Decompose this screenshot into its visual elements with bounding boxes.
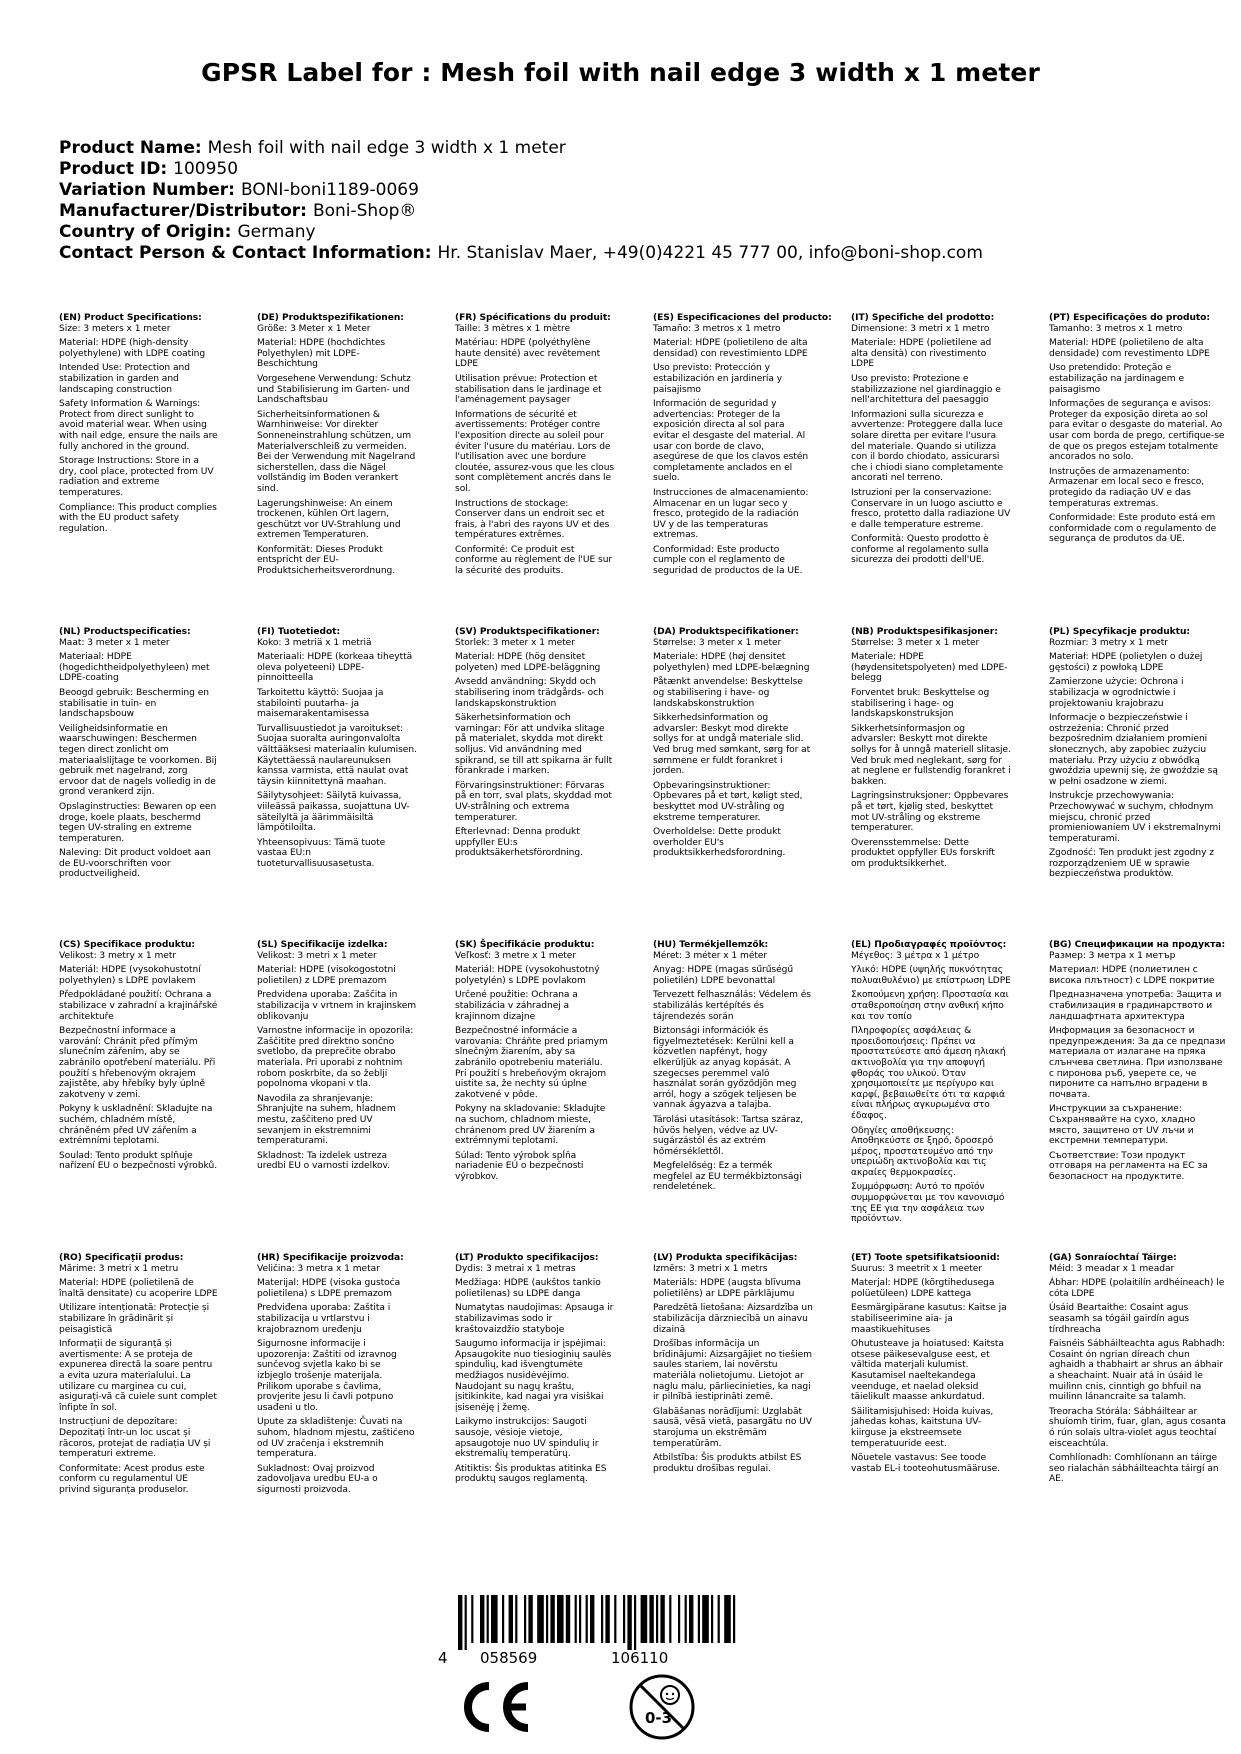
spec-text: Nõuetele vastavus: See toode vastab EL-i tooteohutusmääruse. [851, 1453, 1001, 1474]
spec-text: Materijal: HDPE (visoka gustoća polietilena) s LDPE premazom [257, 1278, 401, 1299]
spec-text: Sigurnosne informacije i upozorenja: Zaštiti od izravnog sunčevog svjetla kako bi se izbjeglo trošenje materijala. Prilikom uporabe s čavlima, provjerite jesu li čavli potpuno usađeni u tlo. [257, 1339, 397, 1413]
spec-text: Turvallisuustiedot ja varoitukset: Suojaa suoralta auringonvalolta välttääksesi materiaalin kulumisen. Käytettäessä naulareunuksen kanssa varmista, että naulat ovat täysin kiinnitettynä maahan. [257, 723, 417, 787]
spec-heading: (LV) Produkta specifikācijas: [653, 1253, 798, 1263]
spec-text: Инструкции за съхранение: Съхранявайте на сухо, хладно място, защитено от UV лъчи и екстремни температури. [1049, 1104, 1196, 1147]
spec-text: Uso previsto: Protección y estabilización en jardinería y paisajismo [653, 363, 783, 395]
spec-text: Súlad: Tento výrobok spĺňa nariadenie EÚ o bezpečnosti výrobkov. [455, 1150, 584, 1182]
info-label: Product Name: [59, 138, 202, 158]
spec-text: Säilitamisjuhised: Hoida kuivas, jahedas kohas, kaitstuna UV-kiirguse ja ekstreemsete temperatuuride eest. [851, 1406, 994, 1449]
spec-heading: (GA) Sonraíochtaí Táirge: [1049, 1253, 1177, 1263]
spec-text: Utilisation prévue: Protection et stabilisation dans le jardinage et l'aménagement paysager [455, 373, 602, 406]
spec-text: Medžiaga: HDPE (aukštos tankio polietilenas) su LDPE danga [455, 1278, 601, 1299]
barcode-bar [634, 1595, 636, 1650]
info-row [59, 180, 983, 201]
spec-heading: (SK) Špecifikácie produktu: [455, 940, 595, 950]
info-label: Country of Origin: [59, 222, 232, 242]
spec-text: Lagringsinstruksjoner: Oppbevares på et tørt, kjølig sted, beskyttet mot UV-stråling og ekstreme temperaturer. [851, 791, 1009, 834]
spec-text: Οδηγίες αποθήκευσης: Αποθηκεύστε σε ξηρό, δροσερό μέρος, προστατευμένο από την υπεριώδη ακτινοβολία και τις ακραίες θερμοκρασίες. [851, 1125, 994, 1178]
spec-text: Pokyny k uskladnění: Skladujte na suchém, chladném místě, chráněném před UV zářením a extrémními teplotami. [59, 1104, 213, 1147]
barcode-digit-lead: 4 [438, 1649, 448, 1667]
spec-text: Υλικό: HDPE (υψηλής πυκνότητας πολυαιθυλένιο) με επίστρωση LDPE [851, 965, 1011, 986]
barcode-bar [711, 1595, 713, 1643]
spec-text: Säkerhetsinformation och varningar: För att undvika slitage på materialet, skydda mot direkt solljus. Vid användning med spikrand, se till att spikarna är fullt förankrade i marken. [455, 713, 613, 777]
barcode-bar [480, 1595, 484, 1643]
spec-text: Navodila za shranjevanje: Shranjujte na suhem, hladnem mestu, zaščiteno pred UV sevanjem in ekstremnimi temperaturami. [257, 1093, 396, 1147]
info-label: Variation Number: [59, 180, 235, 200]
barcode-bar [515, 1595, 517, 1643]
spec-text: Conformidade: Este produto está em conformidade com o regulamento de segurança de produtos da UE. [1049, 513, 1217, 545]
spec-text: Utilizare intenționată: Protecție și stabilizare în grădinărit și peisagistică [59, 1303, 210, 1335]
spec-block [851, 313, 1011, 570]
spec-heading: (NB) Produktspesifikasjoner: [851, 627, 998, 637]
spec-block [59, 313, 219, 538]
spec-block [1049, 313, 1227, 549]
spec-text: Mărime: 3 metri x 1 metru [59, 1263, 179, 1274]
spec-text: Avsedd användning: Skydd och stabilisering inom trädgårds- och landskapskonstruktion [455, 677, 604, 709]
spec-text: Suurus: 3 meetrit x 1 meeter [851, 1263, 983, 1274]
spec-block [653, 1253, 813, 1478]
spec-text: Material: HDPE (visokogostotni polietilen) z LDPE premazom [257, 965, 396, 986]
info-row [59, 243, 983, 264]
barcode-bar [491, 1595, 498, 1643]
barcode [438, 1595, 758, 1665]
barcode-bar [471, 1595, 473, 1643]
spec-block [455, 1253, 615, 1489]
barcode-bar [685, 1595, 687, 1643]
info-value: BONI-boni1189-0069 [240, 180, 419, 200]
spec-heading: (PT) Especificações do produto: [1049, 313, 1210, 323]
spec-text: Beoogd gebruik: Bescherming en stabilisatie in tuin- en landschapsbouw [59, 687, 209, 720]
spec-heading: (LT) Produkto specifikacijos: [455, 1253, 599, 1263]
spec-text: Material: HDPE (polietilenă de înaltă densitate) cu acoperire LDPE [59, 1278, 218, 1299]
spec-text: Anyag: HDPE (magas sűrűségű polietilén) LDPE bevonattal [653, 965, 794, 986]
spec-block [653, 940, 813, 1197]
spec-text: Информация за безопасност и предупреждения: За да се предпази материала от излагане на пряка слънчева светлина. При използване с пиронова ръб, уверете се, че пироните са напълно вградени в почвата. [1049, 1026, 1226, 1100]
barcode-bar [689, 1595, 693, 1643]
spec-text: Paredzētā lietošana: Aizsardzība un stabilizācija dārzniecībā un ainavu dizainā [653, 1303, 813, 1335]
barcode-bar [487, 1595, 489, 1643]
spec-text: Størrelse: 3 meter x 1 meter [653, 637, 782, 648]
barcode-bar [623, 1595, 625, 1643]
spec-text: Storlek: 3 meter x 1 meter [455, 637, 575, 648]
spec-heading: (PL) Specyfikacje produktu: [1049, 627, 1190, 637]
spec-text: Saugumo informacija ir įspėjimai: Apsaugokite nuo tiesioginių saulės spindulių, kad išvengtumėte medžiagos nusidėvėjimo. Naudojant su nagų kraštu, įsitikinkite, kad nagai yra visiškai įsisenėję į žemę. [455, 1339, 612, 1413]
spec-block [851, 627, 1011, 873]
spec-text: Comhlíonadh: Comhlíonann an táirge seo rialachán sábháilteachta táirgí an AE. [1049, 1453, 1219, 1485]
spec-block [1049, 1253, 1227, 1489]
spec-text: Uso pretendido: Proteção e estabilização na jardinagem e paisagismo [1049, 363, 1184, 395]
spec-text: Dydis: 3 metrai x 1 metras [455, 1263, 576, 1274]
barcode-bar [678, 1595, 680, 1643]
spec-heading: (FR) Spécifications du produit: [455, 313, 611, 323]
spec-text: Storage Instructions: Store in a dry, cool place, protected from UV radiation and extreme temperatures. [59, 456, 214, 498]
spec-text: Materiál: HDPE (vysokohustotný polyetylén) s LDPE povlakom [455, 965, 600, 986]
spec-text: Taille: 3 mètres x 1 mètre [455, 323, 571, 334]
spec-block [59, 940, 219, 1176]
barcode-digits-right: 106110 [611, 1649, 669, 1667]
barcode-bar [702, 1595, 709, 1643]
barcode-bar [465, 1595, 467, 1650]
info-label: Product ID: [59, 159, 168, 179]
spec-block [257, 1253, 417, 1499]
spec-text: Sikkerhedsinformation og advarsler: Beskyt mod direkte sollys for at undgå materiale slid. Ved brug med sømkant, sørg for at sømmene er fuldt forankret i jorden. [653, 713, 811, 777]
spec-text: Πληροφορίες ασφάλειας & προειδοποιήσεις: Πρέπει να προστατεύεστε από άμεση ηλιακή ακτινοβολία για την αποφυγή φθοράς του υλικού. Όταν χρησιμοποιείτε με περίγυρο και καρφί, βεβαιωθείτε ότι τα καρφιά είναι πλήρως αγκυρωμένα στο έδαφος. [851, 1026, 1006, 1121]
barcode-bar [557, 1595, 564, 1643]
spec-text: Eesmärgipärane kasutus: Kaitse ja stabiliseerimine aia- ja maastikuehituses [851, 1303, 1007, 1335]
spec-heading: (DE) Produktspezifikationen: [257, 313, 404, 323]
spec-text: Maat: 3 meter x 1 meter [59, 637, 170, 648]
spec-block [653, 627, 813, 863]
spec-heading: (ES) Especificaciones del producto: [653, 313, 832, 323]
spec-text: Materiaali: HDPE (korkeaa tiheyttä oleva polyeteeni) LDPE-pinnoitteella [257, 652, 413, 684]
spec-text: Conformità: Questo prodotto è conforme al regolamento sulla sicurezza dei prodotti dell'UE. [851, 534, 989, 566]
spec-text: Určené použitie: Ochrana a stabilizácia v záhradnej a krajinnom dizajne [455, 990, 578, 1022]
spec-text: Material: HDPE (hochdichtes Polyethylen) mit LDPE-Beschichtung [257, 338, 386, 370]
spec-text: Compliance: This product complies with the EU product safety regulation. [59, 502, 217, 534]
spec-text: Materjal: HDPE (kõrgtihedusega polüetüleen) LDPE kattega [851, 1278, 995, 1299]
spec-text: Συμμόρφωση: Αυτό το προϊόν συμμορφώνεται με τον κανονισμό της ΕΕ για την ασφάλεια των προϊόντων. [851, 1182, 1005, 1225]
barcode-bar [575, 1595, 577, 1643]
spec-text: Istruzioni per la conservazione: Conservare in un luogo asciutto e fresco, protetto dalla radiazione UV e dalle temperature estreme. [851, 487, 1011, 530]
spec-text: Instruções de armazenamento: Armazenar em local seco e fresco, protegido da radiação UV e das temperaturas extremas. [1049, 466, 1205, 509]
spec-text: Predvidena uporaba: Zaščita in stabilizacija v vrtnem in krajinskem oblikovanju [257, 990, 417, 1022]
spec-text: Dimensione: 3 metri x 1 metro [851, 323, 990, 334]
info-value: Hr. Stanislav Maer, +49(0)4221 45 777 00, info@boni-shop.com [437, 243, 983, 263]
spec-text: Instrucciones de almacenamiento: Almacenar en un lugar seco y fresco, protegido de la radiación UV y de las temperaturas extremas. [653, 487, 809, 541]
spec-text: Efterlevnad: Denna produkt uppfyller EU:s produktsäkerhetsförordning. [455, 827, 583, 859]
spec-text: Intended Use: Protection and stabilization in garden and landscaping construction [59, 363, 190, 395]
spec-text: Sukladnost: Ovaj proizvod zadovoljava uredbu EU-a o sigurnosti proizvoda. [257, 1463, 378, 1495]
spec-block [1049, 940, 1227, 1186]
spec-text: Materiał: HDPE (polietylen o dużej gęstości) z powłoką LDPE [1049, 652, 1203, 673]
info-value: Mesh foil with nail edge 3 width x 1 meter [207, 138, 566, 158]
spec-text: Conformidad: Este producto cumple con el reglamento de seguridad de productos de la UE. [653, 544, 803, 577]
barcode-bar [614, 1595, 616, 1643]
barcode-bar [733, 1595, 735, 1643]
spec-text: Material: HDPE (polietileno de alta densidad) con revestimiento LDPE [653, 338, 808, 359]
spec-text: Bezpečnostní informace a varování: Chránit před přímým slunečním zářením, aby se zabránilo opotřebení materiálu. Při použití s hřebenovým okrajem zajistěte, aby hřebíky byly úplně zakotveny v zemi. [59, 1026, 216, 1100]
barcode-bar [458, 1595, 462, 1650]
barcode-bar [502, 1595, 504, 1643]
spec-text: Materiál: HDPE (vysokohustotní polyethylen) s LDPE povlakem [59, 965, 201, 986]
spec-text: Upute za skladištenje: Čuvati na suhom, hladnom mjestu, zaštićeno od UV zračenja i ekstremnih temperatura. [257, 1417, 415, 1460]
barcode-bar [566, 1595, 570, 1643]
spec-block [455, 313, 615, 581]
ce-mark-icon [456, 1678, 534, 1740]
spec-heading: (CS) Specifikace produktu: [59, 940, 196, 950]
spec-text: Opslaginstructies: Bewaren op een droge, koele plaats, beschermd tegen UV-straling en extreme temperaturen. [59, 801, 217, 844]
info-value: Germany [237, 222, 316, 242]
spec-text: Materiaal: HDPE (hogedichtheidpolyethyleen) met LDPE-coating [59, 652, 210, 684]
spec-text: Uso previsto: Protezione e stabilizzazione nel giardinaggio e nell'architettura del paesaggio [851, 373, 1001, 406]
barcode-bar [641, 1595, 648, 1643]
spec-text: Numatytas naudojimas: Apsauga ir stabilizavimas sodo ir kraštovaizdžio statyboje [455, 1303, 614, 1335]
spec-text: Izmērs: 3 metri x 1 metrs [653, 1263, 768, 1274]
spec-text: Sikkerhetsinformasjon og advarsler: Beskytt mot direkte sollys for å unngå materiell slitasje. Ved bruk med neglekant, sørg for at neglene er fullstendig forankret i bakken. [851, 723, 1011, 787]
spec-text: Méid: 3 meadar x 1 meadar [1049, 1263, 1175, 1274]
spec-text: Forventet bruk: Beskyttelse og stabilisering i hage- og landskapskonstruksjon [851, 687, 990, 720]
info-row [59, 201, 983, 222]
spec-text: Velikost: 3 metry x 1 metr [59, 950, 177, 961]
spec-text: Veiligheidsinformatie en waarschuwingen: Beschermen tegen direct zonlicht om materiaalslijtage te voorkomen. Bij gebruik met nagelrand, zorg ervoor dat de nagels volledig in de grond verankerd zijn. [59, 723, 217, 798]
barcode-bar [724, 1595, 731, 1643]
info-value: 100950 [173, 159, 239, 179]
spec-text: Förvaringsinstruktioner: Förvaras på en torr, sval plats, skyddad mot UV-strålning och extrema temperaturer. [455, 780, 612, 823]
spec-text: Méret: 3 méter x 1 méter [653, 950, 768, 961]
spec-heading: (IT) Specifiche del prodotto: [851, 313, 995, 323]
spec-text: Biztonsági információk és figyelmeztetések: Kerülni kell a közvetlen napfényt, hogy elkerüljük az anyag kopását. A szegecses peremmel való használat során győződjön meg arról, hogy a szögek teljesen be vannak ágyazva a talajba. [653, 1026, 797, 1111]
spec-text: Μέγεθος: 3 μέτρα x 1 μέτρο [851, 950, 980, 961]
barcode-bar [698, 1595, 700, 1643]
spec-heading: (EN) Product Specifications: [59, 313, 202, 323]
spec-text: Conformité: Ce produit est conforme au règlement de l'UE sur la sécurité des produits. [455, 544, 613, 577]
barcode-bar [509, 1595, 513, 1643]
spec-text: Koko: 3 metriä x 1 metriä [257, 637, 372, 648]
info-row [59, 138, 983, 159]
spec-text: Tamanho: 3 metros x 1 metro [1049, 323, 1183, 334]
spec-text: Opbevaringsinstruktioner: Opbevares på et tørt, køligt sted, beskyttet mod UV-stråling og ekstreme temperaturer. [653, 780, 803, 823]
spec-text: Úsáid Beartaithe: Cosaint agus seasamh sa tógáil gairdín agus tírdhreacha [1049, 1303, 1190, 1335]
spec-text: Material: HDPE (hög densitet polyeten) med LDPE-beläggning [455, 652, 601, 673]
spec-text: Glabāšanas norādījumi: Uzglabāt sausā, vēsā vietā, pasargātu no UV starojuma un ekstrēmām temperatūrām. [653, 1406, 812, 1449]
spec-text: Instrukcje przechowywania: Przechowywać w suchym, chłodnym miejscu, chronić przed promieniowaniem UV i ekstremalnymi temperaturami. [1049, 791, 1221, 844]
age-warning-icon [628, 1673, 696, 1745]
spec-block [59, 627, 219, 884]
spec-block [653, 313, 832, 581]
spec-text: Bezpečnostné informácie a varovania: Chráňte pred priamym slnečným žiarením, aby sa zabránilo opotrebeniu materiálu. Pri použití s hrebeňovým okrajom uistite sa, že nechty sú úplne zakotvené v pôde. [455, 1026, 608, 1100]
spec-block [257, 940, 417, 1176]
spec-text: Σκοπούμενη χρήση: Προστασία και σταθεροποίηση στην ανθική κήπο και τον τοπίο [851, 990, 1009, 1022]
barcode-bar [669, 1595, 671, 1643]
spec-heading: (RO) Specificații produs: [59, 1253, 184, 1263]
barcode-bars [438, 1595, 758, 1650]
spec-text: Rozmiar: 3 metry x 1 metr [1049, 637, 1168, 648]
spec-heading: (BG) Спецификации на продукта: [1049, 940, 1226, 950]
spec-heading: (SV) Produktspecifikationer: [455, 627, 600, 637]
spec-text: Skladnost: Ta izdelek ustreza uredbi EU o varnosti izdelkov. [257, 1150, 390, 1172]
barcode-bar [718, 1595, 720, 1643]
age-label: 0-3 [645, 1709, 673, 1727]
spec-text: Tervezett felhasználás: Védelem és stabilizálás kertépítés és tájrendezés során [653, 990, 811, 1022]
spec-text: Materiāls: HDPE (augsta blīvuma polietilēns) ar LDPE pārklājumu [653, 1278, 801, 1299]
spec-text: Velikost: 3 metri x 1 meter [257, 950, 377, 961]
barcode-bar [601, 1595, 603, 1643]
spec-text: Materiale: HDPE (høydensitetspolyeten) med LDPE-belegg [851, 652, 1008, 684]
spec-text: Atbilstība: Šis produkts atbilst ES produktu drošības regulai. [653, 1453, 802, 1474]
spec-heading: (HR) Specifikacije proizvoda: [257, 1253, 404, 1263]
spec-text: Säilytysohjeet: Säilytä kuivassa, viileässä paikassa, suojattuna UV-säteilyltä ja äärimmäisiltä lämpötiloilta. [257, 791, 410, 834]
spec-text: Overholdelse: Dette produkt overholder EU's produktsikkerhedsforordning. [653, 827, 786, 859]
spec-text: Lagerungshinweise: An einem trockenen, kühlen Ort lagern, geschützt vor UV-Strahlung und extremen Temperaturen. [257, 498, 401, 541]
spec-text: Veľkosť: 3 metre x 1 meter [455, 950, 577, 961]
spec-text: Drošības informācija un brīdinājumi: Aizsargājiet no tiešiem saules stariem, lai novērstu materiāla nolietojumu. Lietojot ar naglu malu, pārliecinieties, ka nagi ir pilnībā iestiprināti zemē. [653, 1339, 812, 1403]
barcode-bar [579, 1595, 581, 1643]
info-value: Boni-Shop® [312, 201, 417, 221]
spec-block [851, 1253, 1011, 1478]
spec-text: Conformitate: Acest produs este conform cu regulamentul UE privind siguranța produselor. [59, 1463, 205, 1495]
spec-text: Atitiktis: Šis produktas atitinka ES produktų saugos reglamentą. [455, 1463, 607, 1485]
spec-text: Predviđena uporaba: Zaštita i stabilizacija u vrtlarstvu i krajobraznom uređenju [257, 1303, 391, 1335]
spec-text: Informații de siguranță și avertismente: A se proteja de expunerea directă la soare pentru a evita uzura materialului. La utilizare cu marginea cu cui, asigurați-vă că cuiele sunt complet înfipte în sol. [59, 1339, 217, 1413]
spec-text: Ábhar: HDPE (polaitilín ardhéineach) le cóta LDPE [1049, 1278, 1225, 1299]
spec-text: Informacje o bezpieczeństwie i ostrzeżenia: Chronić przed bezpośrednim działaniem promieni słonecznych, aby zapobiec zużyciu materiału. Przy użyciu z obwódką gwoździa upewnij się, że gwoździe są w pełni osadzone w ziemi. [1049, 713, 1218, 787]
spec-text: Zgodność: Ten produkt jest zgodny z rozporządzeniem UE w sprawie bezpieczeństwa produktów. [1049, 848, 1215, 880]
barcode-bar [660, 1595, 664, 1643]
spec-text: Съответствие: Този продукт отговаря на регламента на ЕС за безопасност на продуктите. [1049, 1150, 1208, 1182]
spec-text: Ohutusteave ja hoiatused: Kaitsta otsese päikesevalguse eest, et vältida materjali kulumist. Kasutamisel naeltekandega veenduge, et naelad oleksid täielikult maasse ankurdatud. [851, 1339, 1004, 1403]
spec-block [59, 1253, 219, 1499]
spec-text: Størrelse: 3 meter x 1 meter [851, 637, 980, 648]
spec-text: Sicherheitsinformationen & Warnhinweise: Vor direkter Sonneneinstrahlung schützen, um Materialverschleiß zu vermeiden. Bei der Verwendung mit Nagelrand sicherstellen, dass die Nägel vollständig im Boden verankert sind. [257, 409, 416, 494]
spec-text: Material: HDPE (high-density polyethylene) with LDPE coating [59, 338, 206, 359]
spec-text: Informations de sécurité et avertissements: Protéger contre l'exposition directe au soleil pour éviter l'usure du matériau. Lors de l'utilisation avec une bordure cloutée, assurez-vous que les clous sont complètement ancrés dans le sol. [455, 409, 615, 494]
spec-block [257, 313, 417, 581]
spec-text: Varnostne informacije in opozorila: Zaščitite pred direktno sončno svetlobo, da preprečite obrabo materiala. Pri uporabi z nohtnim robom poskrbite, da so žeblji popolnoma vkopani v tla. [257, 1026, 414, 1090]
info-row [59, 222, 983, 243]
spec-text: Påtænkt anvendelse: Beskyttelse og stabilisering i have- og landskabskonstruktion [653, 677, 803, 709]
spec-text: Предназначена употреба: Защита и стабилизация в градинарството и ландшафтната архитектура [1049, 990, 1222, 1022]
spec-text: Размер: 3 метра х 1 метър [1049, 950, 1176, 961]
spec-text: Veličina: 3 metra x 1 metar [257, 1263, 380, 1274]
barcode-bar [524, 1595, 526, 1643]
spec-text: Megfelelőség: Ez a termék megfelel az EU termékbiztonsági rendeletének. [653, 1161, 802, 1193]
spec-heading: (HU) Termékjellemzők: [653, 940, 769, 950]
barcode-bar [605, 1595, 609, 1643]
spec-text: Instructions de stockage: Conserver dans un endroit sec et frais, à l'abri des rayons UV et des températures extrêmes. [455, 498, 610, 541]
spec-text: Treoracha Stórála: Sábháiltear ar shuíomh tirim, fuar, glan, agus cosanta ó rún solais ultra-violet agus teochtaí eisceachtúla. [1049, 1406, 1226, 1449]
info-label: Manufacturer/Distributor: [59, 201, 307, 221]
barcode-bar [590, 1595, 594, 1643]
barcode-bar [550, 1595, 554, 1643]
barcode-bar [586, 1595, 588, 1643]
spec-text: Größe: 3 Meter x 1 Meter [257, 323, 371, 334]
spec-heading: (DA) Produktspecifikationer: [653, 627, 799, 637]
barcode-bar [627, 1595, 631, 1650]
spec-heading: (NL) Productspecificaties: [59, 627, 191, 637]
spec-text: Tamaño: 3 metros x 1 metro [653, 323, 781, 334]
spec-text: Tarkoitettu käyttö: Suojaa ja stabilointi puutarha- ja maisemarakentamisessa [257, 687, 384, 720]
spec-text: Yhteensopivuus: Tämä tuote vastaa EU:n tuoteturvallisuusasetusta. [257, 837, 386, 869]
spec-text: Matériau: HDPE (polyéthylène haute densité) avec revêtement LDPE [455, 338, 601, 370]
spec-text: Vorgesehene Verwendung: Schutz und Stabilisierung im Garten- und Landschaftsbau [257, 373, 411, 406]
spec-heading: (ET) Toote spetsifikatsioonid: [851, 1253, 1000, 1263]
spec-text: Materiale: HDPE (høj densitet polyethylen) med LDPE-belægning [653, 652, 810, 673]
spec-heading: (EL) Προδιαγραφές προϊόντος: [851, 940, 1007, 950]
spec-text: Información de seguridad y advertencias: Proteger de la exposición directa al sol para evitar el desgaste del material. Al usar con borde de clavo, asegúrese de que los clavos estén completamente anclados en el suelo. [653, 399, 809, 484]
spec-heading: (SL) Specifikacije izdelka: [257, 940, 388, 950]
spec-text: Tárolási utasítások: Tartsa száraz, hűvös helyen, védve az UV-sugárzástól és az extrém hőmérséklettől. [653, 1114, 804, 1157]
info-label: Contact Person & Contact Information: [59, 243, 432, 263]
spec-text: Naleving: Dit product voldoet aan de EU-voorschriften voor productveiligheid. [59, 848, 211, 880]
spec-text: Zamierzone użycie: Ochrona i stabilizacja w ogrodnictwie i projektowaniu krajobrazu [1049, 677, 1184, 709]
barcode-bar [546, 1595, 548, 1643]
spec-text: Konformität: Dieses Produkt entspricht der EU-Produktsicherheitsverordnung. [257, 544, 396, 577]
spec-block [257, 627, 417, 873]
spec-text: Materiale: HDPE (polietilene ad alta densità) con rivestimento LDPE [851, 338, 992, 370]
spec-text: Informazioni sulla sicurezza e avvertenze: Proteggere dalla luce solare diretta per evitare l'usura del materiale. Quando si utilizza con il bordo chiodato, assicurarsi che i chiodi siano completamente ancorati nel terreno. [851, 409, 1003, 484]
spec-block [455, 627, 615, 863]
product-info [59, 138, 983, 264]
spec-text: Faisnéis Sábháilteachta agus Rabhadh: Cosaint ón ngrian díreach chun aghaidh a thabhairt ar shrus an ábhair a sheachaint. Nuair atá in úsáid le muilinn cnis, cinntigh go bhfuil na muilinn lánancraite sa talamh. [1049, 1339, 1226, 1403]
page-title: GPSR Label for : Mesh foil with nail edge 3 width x 1 meter [201, 58, 1040, 87]
barcode-bar [528, 1595, 532, 1643]
barcode-bar [656, 1595, 658, 1643]
spec-text: Informações de segurança e avisos: Proteger da exposição direta ao sol para evitar o desgaste do material. Ao usar com borda de prego, certifique-se de que os pregos estejam totalmente ancorados no solo. [1049, 399, 1225, 463]
barcode-bar [537, 1595, 544, 1643]
barcode-digits-left: 058569 [480, 1649, 538, 1667]
spec-text: Instrucțiuni de depozitare: Depozitați într-un loc uscat și răcoros, protejat de radiația UV și temperaturi extreme. [59, 1417, 211, 1460]
spec-text: Material: HDPE (polietileno de alta densidade) com revestimento LDPE [1049, 338, 1210, 359]
spec-text: Материал: HDPE (полиетилен с висока плътност) с LDPE покритие [1049, 965, 1215, 986]
spec-text: Laikymo instrukcijos: Saugoti sausoje, vėsioje vietoje, apsaugotoje nuo UV spindulių ir ekstremalių temperatūrų. [455, 1417, 599, 1460]
spec-text: Safety Information & Warnings: Protect from direct sunlight to avoid material wear. When using with nail edge, ensure the nails are fully anchored in the ground. [59, 399, 218, 452]
spec-text: Overensstemmelse: Dette produktet oppfyller EUs forskrift om produktsikkerhet. [851, 837, 995, 869]
spec-text: Předpokládané použití: Ochrana a stabilizace v zahradní a krajinářské architektuře [59, 990, 218, 1022]
spec-text: Size: 3 meters x 1 meter [59, 323, 171, 334]
barcode-bar [649, 1595, 653, 1643]
info-row [59, 159, 983, 180]
spec-text: Pokyny na skladovanie: Skladujte na suchom, chladnom mieste, chránenom pred UV žiarením a extrémnymi teplotami. [455, 1104, 606, 1147]
spec-heading: (FI) Tuotetiedot: [257, 627, 341, 637]
spec-block [851, 940, 1011, 1229]
spec-text: Soulad: Tento produkt splňuje nařízení EU o bezpečnosti výrobků. [59, 1150, 218, 1172]
spec-block [455, 940, 615, 1186]
spec-block [1049, 627, 1227, 884]
